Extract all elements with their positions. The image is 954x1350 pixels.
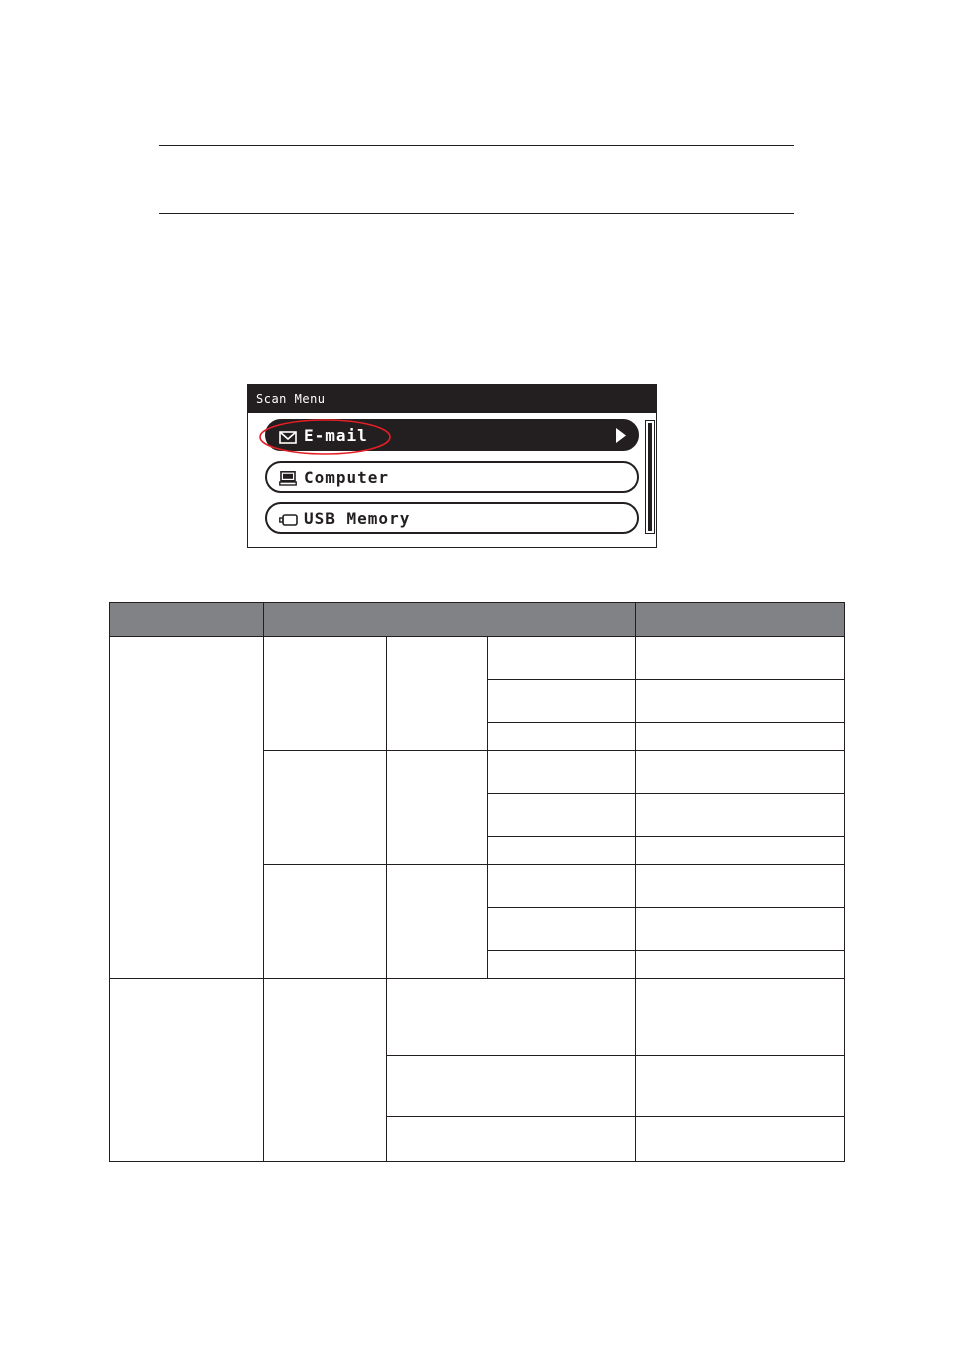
table-cell [387, 1056, 636, 1117]
menu-item-usb-memory[interactable] [265, 502, 639, 534]
table-cell [636, 865, 845, 908]
table-cell [387, 751, 488, 865]
bottom-rule [159, 213, 794, 214]
table-cell [488, 837, 636, 865]
table-header-cell [264, 602, 636, 637]
table-cell [387, 637, 488, 751]
table-cell [636, 908, 845, 951]
scan-menu-lcd [247, 384, 657, 548]
table-cell [488, 637, 636, 680]
table-cell [264, 751, 387, 865]
table-cell [636, 680, 845, 723]
table-cell [636, 1056, 845, 1117]
menu-item-computer[interactable] [265, 461, 639, 493]
settings-table [109, 602, 845, 1162]
table-cell [636, 979, 845, 1056]
usb-memory-icon [279, 512, 299, 531]
table-cell [636, 723, 845, 751]
table-cell [636, 1117, 845, 1162]
table-cell [264, 637, 387, 751]
table-header-cell [636, 602, 845, 637]
table-cell [109, 637, 264, 979]
table-cell [387, 865, 488, 979]
menu-item-usb-memory-label: USB Memory [304, 509, 411, 528]
table-cell [264, 865, 387, 979]
table-cell [488, 680, 636, 723]
table-cell [488, 794, 636, 837]
table-cell [488, 908, 636, 951]
menu-item-email-label: E-mail [304, 426, 368, 445]
table-cell [636, 751, 845, 794]
table-cell [387, 979, 636, 1056]
table-cell [636, 951, 845, 979]
lcd-title-bar [248, 385, 656, 413]
highlight-ellipse [258, 418, 392, 456]
table-cell [387, 1117, 636, 1162]
lcd-scrollbar[interactable] [645, 420, 655, 534]
table-cell [488, 865, 636, 908]
table-cell [488, 751, 636, 794]
table-header-cell [109, 602, 264, 637]
lcd-title: Scan Menu [256, 392, 326, 406]
table-cell [109, 979, 264, 1162]
table-cell [636, 794, 845, 837]
lcd-scroll-thumb[interactable] [648, 423, 652, 531]
table-cell [488, 951, 636, 979]
arrow-right-icon [615, 428, 627, 447]
table-cell [636, 637, 845, 680]
table-cell [264, 979, 387, 1162]
computer-icon [279, 471, 297, 490]
table-cell [636, 837, 845, 865]
menu-item-computer-label: Computer [304, 468, 390, 487]
table-cell [488, 723, 636, 751]
top-rule [159, 145, 794, 146]
